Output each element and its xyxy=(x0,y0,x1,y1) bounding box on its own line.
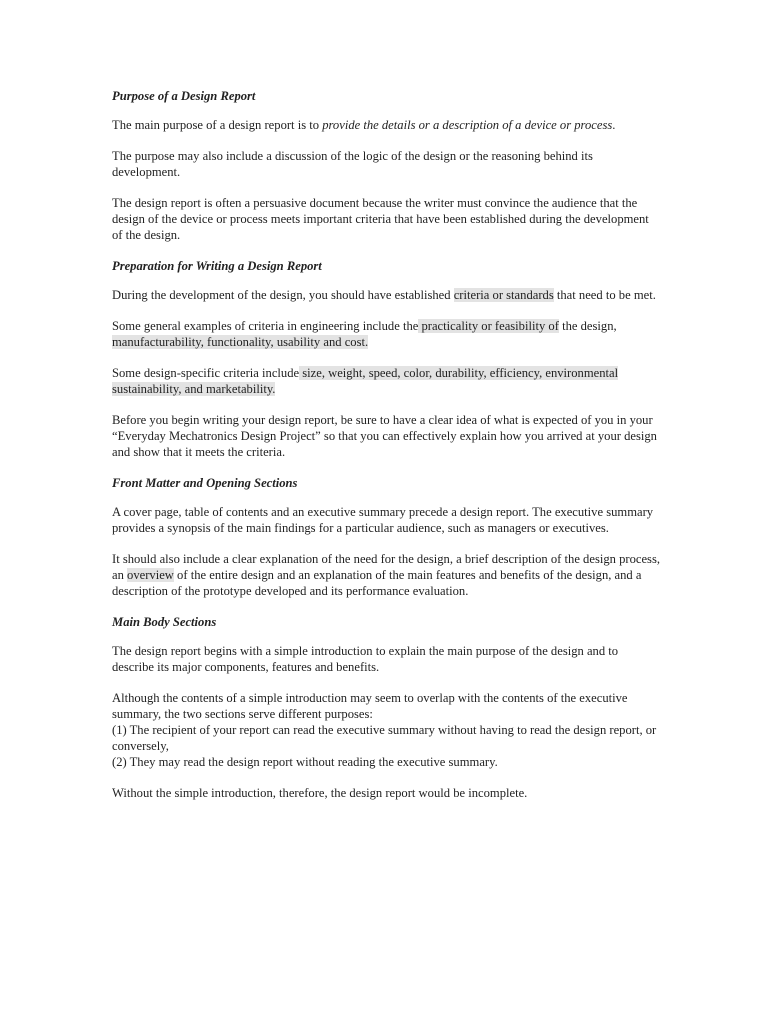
text-span: . xyxy=(612,118,616,132)
list-item: (1) The recipient of your report can read the executive summary without having to read the design report, or conversely, xyxy=(112,723,657,753)
emphasis-text: provide the details or a description of a device or process xyxy=(322,118,613,132)
text-span: Although the contents of a simple introduction may seem to overlap with the contents of the executive summary, the two sections serve different purposes: xyxy=(112,691,628,721)
paragraph xyxy=(112,287,660,303)
text-span: During the development of the design, you should have established xyxy=(112,288,454,302)
highlighted-text: practicality or feasibility of xyxy=(418,319,559,333)
text-span: the design, xyxy=(558,319,617,333)
text-span: of the entire design and an explanation of the main features and benefits of the design, and a description of the prototype developed and its performance evaluation. xyxy=(112,568,642,598)
paragraph: A cover page, table of contents and an executive summary precede a design report. The executive summary provides a synopsis of the main findings for a particular audience, such as managers or executives. xyxy=(112,505,654,535)
text-span: The main purpose of a design report is to xyxy=(112,118,323,132)
paragraph xyxy=(112,318,660,350)
text-span: Some design-specific criteria include xyxy=(112,366,300,380)
text-span: Some general examples of criteria in engineering include the xyxy=(112,319,419,333)
highlighted-text: overview xyxy=(127,568,174,582)
list-item: (2) They may read the design report without reading the executive summary. xyxy=(112,755,498,769)
paragraph: The design report is often a persuasive document because the writer must convince the audience that the design of the device or process meets important criteria that have been established during the development of the design. xyxy=(112,196,649,242)
paragraph: Without the simple introduction, therefore, the design report would be incomplete. xyxy=(112,786,528,800)
document-page xyxy=(112,88,660,816)
section-heading-main-body: Main Body Sections xyxy=(112,615,217,629)
section-heading-purpose: Purpose of a Design Report xyxy=(112,89,256,103)
highlighted-text: manufacturability, functionality, usability and cost. xyxy=(112,335,369,349)
paragraph: Before you begin writing your design report, be sure to have a clear idea of what is expected of you in your “Everyday Mechatronics Design Project” so that you can effectively explain how you arrived at your design and show that it meets the criteria. xyxy=(112,413,657,459)
paragraph: The design report begins with a simple introduction to explain the main purpose of the design and to describe its major components, features and benefits. xyxy=(112,644,619,674)
text-span: that need to be met. xyxy=(553,288,656,302)
paragraph xyxy=(112,690,660,770)
section-heading-preparation: Preparation for Writing a Design Report xyxy=(112,259,322,273)
text-span: It should also include a clear explanation of the need for the design, a brief description of the design process, an xyxy=(112,552,661,582)
section-heading-front-matter: Front Matter and Opening Sections xyxy=(112,476,298,490)
highlighted-text: criteria or standards xyxy=(453,288,554,302)
paragraph xyxy=(112,365,660,397)
paragraph xyxy=(112,551,660,599)
highlighted-text: size, weight, speed, color, durability, efficiency, environmental sustainability, and marketability. xyxy=(112,366,619,396)
paragraph xyxy=(112,117,660,133)
paragraph: The purpose may also include a discussion of the logic of the design or the reasoning behind its development. xyxy=(112,149,593,179)
